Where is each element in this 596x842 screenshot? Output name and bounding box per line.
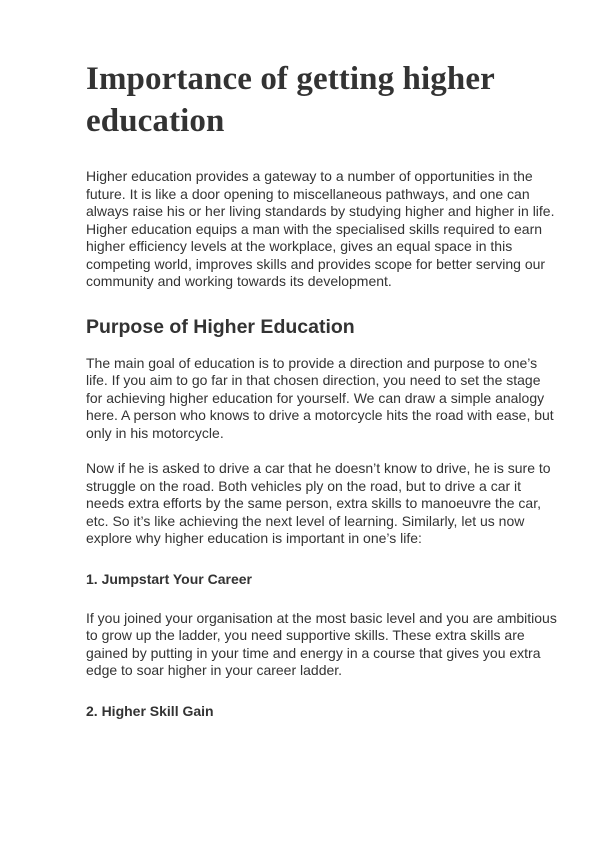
purpose-paragraph-1: The main goal of education is to provide a direction and purpose to one’s life. If you aim to go far in that chosen direction, you need to set the stage for achieving higher education for yourself. We can draw a simple analogy here. A person who knows to drive a motorcycle hits the road with ease, but only in his motorcycle. [86, 354, 554, 441]
intro-paragraph: Higher education provides a gateway to a number of opportunities in the future. It is like a door opening to miscellaneous pathways, and one can always raise his or her living standards by studying higher and higher in life. Higher education equips a man with the specialised skills required to earn higher efficiency levels at the workplace, gives an equal space in this competing world, improves skills and provides scope for better serving our community and working towards its development. [86, 168, 555, 289]
page-title: Importance of getting higher education [86, 61, 495, 139]
subsection-heading-skill-gain: 2. Higher Skill Gain [86, 702, 214, 719]
section-heading-purpose: Purpose of Higher Education [86, 315, 355, 338]
subsection-heading-career: 1. Jumpstart Your Career [86, 570, 252, 587]
purpose-paragraph-2: Now if he is asked to drive a car that he doesn’t know to drive, he is sure to struggle on the road. Both vehicles ply on the road, but to drive a car it needs extra efforts by the same person, extra skills to manoeuvre the car, etc. So it’s like achieving the next level of learning. Similarly, let us now explore why higher education is important in one’s life: [86, 460, 551, 546]
document-page [86, 58, 558, 720]
subsection-paragraph-career: If you joined your organisation at the most basic level and you are ambitious to grow up the ladder, you need supportive skills. These extra skills are gained by putting in your time and energy in a course that gives you extra edge to soar higher in your career ladder. [86, 609, 557, 678]
